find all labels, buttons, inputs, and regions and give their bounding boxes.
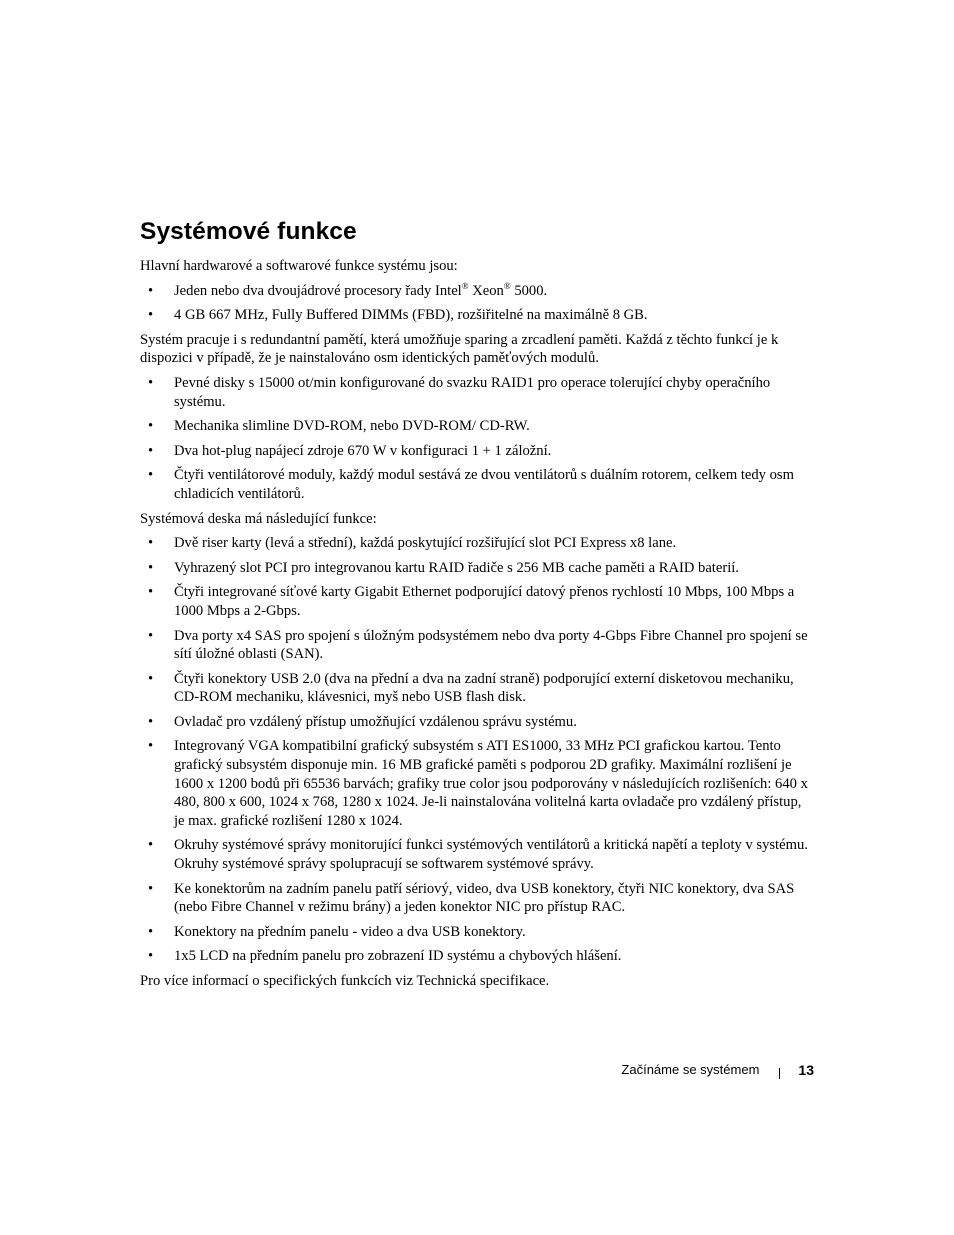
registered-mark: ® (461, 280, 469, 291)
motherboard-features-list (140, 534, 812, 966)
bullet-icon: • (148, 948, 154, 965)
list-item-text: Vyhrazený slot PCI pro integrovanou kartu RAID řadiče s 256 MB cache paměti a RAID baterií. (174, 559, 739, 576)
intro-paragraph: Hlavní hardwarové a softwarové funkce systému jsou: (140, 258, 458, 274)
bullet-icon: • (148, 467, 154, 484)
bullet-icon: • (148, 880, 154, 897)
footer-divider (779, 1068, 780, 1079)
page-footer (621, 1062, 814, 1078)
page-title: Systémové funkce (140, 218, 357, 245)
memory-paragraph: Systém pracuje i s redundantní pamětí, která umožňuje sparing a zrcadlení paměti. Každá z těchto funkcí je k dispozici v případě, že je nainstalováno osm identických paměťových modulů. (140, 331, 779, 367)
bullet-icon: • (148, 670, 154, 687)
list-item-text: Čtyři ventilátorové moduly, každý modul sestává ze dvou ventilátorů s duálním rotorem, celkem tedy osm chladicích ventilátorů. (174, 467, 794, 502)
bullet-icon: • (148, 442, 154, 459)
list-item (140, 880, 812, 917)
list-item (140, 282, 812, 301)
bullet-icon: • (148, 559, 154, 576)
list-item-text: Dva porty x4 SAS pro spojení s úložným podsystémem nebo dva porty 4-Gbps Fibre Channel pro spojení se sítí úložné oblasti (SAN). (174, 627, 808, 663)
list-item-text: 4 GB 667 MHz, Fully Buffered DIMMs (FBD), rozšiřitelné na maximálně 8 GB. (174, 307, 648, 324)
list-item-text: Jeden nebo dva dvoujádrové procesory řady Intel® Xeon® 5000. (174, 280, 548, 299)
closing-paragraph: Pro více informací o specifických funkcích viz Technická specifikace. (140, 973, 550, 989)
motherboard-intro: Systémová deska má následující funkce: (140, 510, 377, 527)
hardware-list (140, 374, 812, 504)
list-item-text: Dva hot-plug napájecí zdroje 670 W v konfiguraci 1 + 1 záložní. (174, 442, 552, 459)
bullet-icon: • (148, 923, 154, 940)
list-item (140, 466, 812, 503)
list-item-text: Mechanika slimline DVD-ROM, nebo DVD-ROM/ CD-RW. (174, 418, 530, 435)
bullet-icon: • (148, 535, 154, 552)
list-item-text: Konektory na předním panelu - video a dva USB konektory. (174, 923, 526, 940)
footer-section-title: Začínáme se systémem (621, 1062, 760, 1077)
list-item-text: Okruhy systémové správy monitorující funkci systémových ventilátorů a kritická napětí a teploty v systému. Okruhy systémové správy spolupracují se softwarem systémové správy. (174, 837, 808, 873)
list-item (140, 836, 812, 873)
list-item (140, 534, 812, 553)
bullet-icon: • (148, 837, 154, 854)
list-item-text: Čtyři konektory USB 2.0 (dva na přední a dva na zadní straně) podporující externí disketovou mechaniku, CD-ROM mechaniku, klávesnici, myš nebo USB flash disk. (174, 670, 794, 706)
list-item-text: Pevné disky s 15000 ot/min konfigurované do svazku RAID1 pro operace tolerující chyby operačního systému. (174, 374, 771, 410)
list-item-text: Dvě riser karty (levá a střední), každá poskytující rozšiřující slot PCI Express x8 lane. (174, 535, 677, 552)
bullet-icon: • (148, 584, 154, 601)
list-item-text: Ovladač pro vzdálený přístup umožňující vzdálenou správu systému. (174, 713, 577, 730)
list-item (140, 670, 812, 707)
list-item (140, 442, 812, 461)
page-number: 13 (798, 1062, 814, 1078)
main-features-list (140, 282, 812, 325)
list-item (140, 306, 812, 325)
list-item-text: Ke konektorům na zadním panelu patří sériový, video, dva USB konektory, čtyři NIC konektory, dva SAS (nebo Fibre Channel v režimu brány) a jeden konektor NIC pro přístup RAC. (174, 880, 795, 916)
list-item (140, 713, 812, 732)
bullet-icon: • (148, 627, 154, 644)
list-item (140, 923, 812, 942)
list-item (140, 559, 812, 578)
bullet-icon: • (148, 418, 154, 435)
list-item (140, 627, 812, 664)
bullet-icon: • (148, 738, 154, 755)
list-item (140, 737, 812, 830)
bullet-icon: • (148, 307, 154, 324)
list-item (140, 583, 812, 620)
registered-mark: ® (503, 280, 511, 291)
list-item-text: Integrovaný VGA kompatibilní grafický subsystém s ATI ES1000, 33 MHz PCI grafickou kartou. Tento grafický subsystém disponuje min. 16 MB grafické paměti s podporou 2D grafiky. Maximální rozlišení je 1600 x 1200 bodů při 65536 barvách; grafiky true color jsou podporovány v následujících rozlišeních: 640 x 480, 800 x 600, 1024 x 768, 1280 x 1024. Je-li nainstalována volitelná karta ovladače pro vzdálený přístup, je max. grafické rozlišení 1280 x 1024. (174, 738, 808, 829)
bullet-icon: • (148, 713, 154, 730)
list-item (140, 374, 812, 411)
list-item-text: 1x5 LCD na předním panelu pro zobrazení ID systému a chybových hlášení. (174, 948, 622, 965)
document-page (140, 216, 812, 997)
list-item (140, 417, 812, 436)
list-item (140, 947, 812, 966)
list-item-text: Čtyři integrované síťové karty Gigabit Ethernet podporující datový přenos rychlostí 10 Mbps, 100 Mbps a 1000 Mbps a 2-Gbps. (174, 584, 795, 619)
bullet-icon: • (148, 282, 154, 299)
bullet-icon: • (148, 374, 154, 391)
